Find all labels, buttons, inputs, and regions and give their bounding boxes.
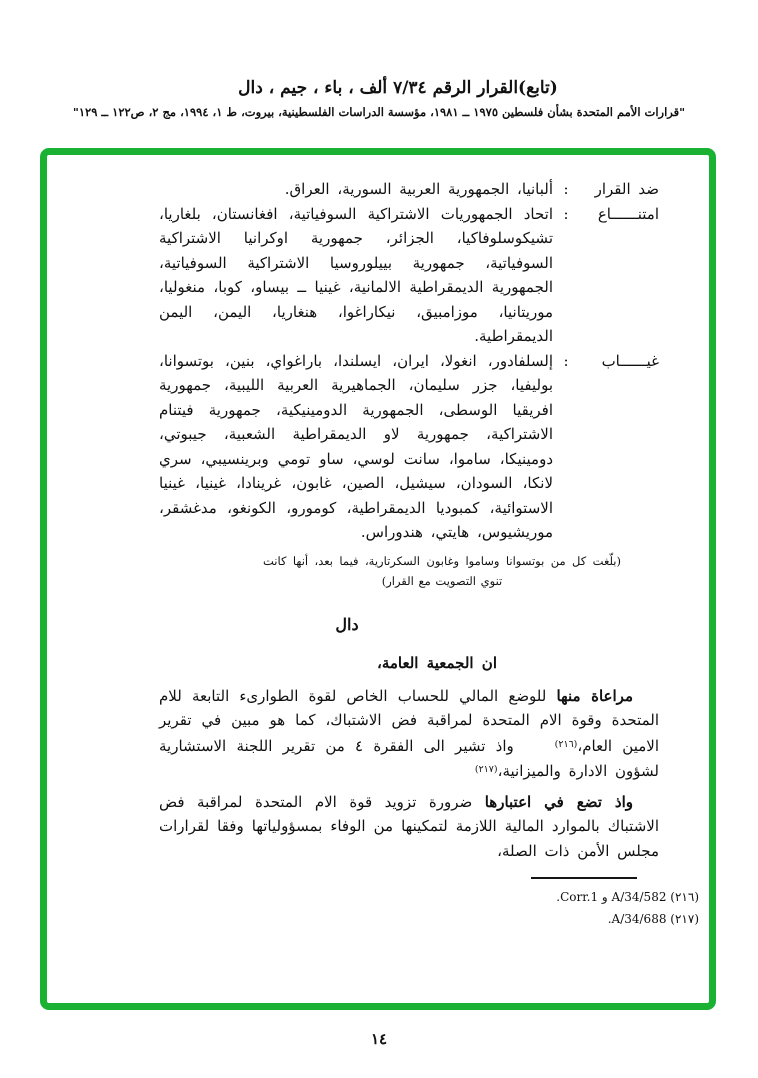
footnote: (٢١٦) A/34/582 و Corr.1. [556, 890, 699, 904]
paragraph-text: واذ تشير الى الفقرة ٤ من تقرير اللجنة الاستشارية لشؤون الادارة والميزانية، [159, 736, 659, 780]
resolution-title: (تابع)القرار الرقم ٧/٣٤ ألف ، باء ، جيم ، دال [238, 78, 558, 98]
vote-countries: إلسلفادور، انغولا، ايران، ايسلندا، باراغواي، بنين، بوتسوانا، بوليفيا، جزر سليمان، الجماهيرية العربية الليبية، جمهورية افريقيا الوسطى، الجمهورية الدومينيكية، جمهورية فيتنام الاشتراكية، جمهورية لاو الديمقراطية الشعبية، جيبوتي، دومينيكا، ساموا، سانت لوسي، ساو تومي وبرينسيبي، سري لانكا، السودان، سيشيل، الصين، غابون، غرينادا، غينيا، غينيا الاستوائية، كمبوديا الديمقراطية، كومورو، الكونغو، مدغشقر، موريشيوس، هايتي، هندوراس. [159, 351, 553, 541]
vote-label: غيــــــاب [601, 351, 659, 370]
vote-row [159, 177, 659, 202]
section-heading: دال [335, 614, 359, 634]
paragraph-text: ضرورة تزويد قوة الام المتحدة لمراقبة فض الاشتباك بالموارد المالية اللازمة لتمكينها من الوفاء بمسؤولياتها وفقا لقرارات مجلس الأمن ذات الصلة، [159, 792, 659, 860]
vote-label: ضد القرار [594, 180, 659, 198]
paragraph-text: للوضع المالي للحساب الخاص لقوة الطوارىء التابعة للام المتحدة وقوة الام المتحدة لمراقبة فض الاشتباك، كما هو مبين في تقرير الامين العام، [159, 686, 659, 755]
vote-row [159, 349, 659, 545]
paragraph-text: مراعاة منها [556, 686, 633, 705]
vote-separator: : [563, 180, 569, 198]
resolution-body [47, 155, 709, 863]
page-number: ١٤ [370, 1030, 388, 1048]
vote-separator: : [563, 204, 569, 223]
paragraph [159, 790, 659, 864]
operative-paragraphs [159, 684, 659, 864]
page-header [0, 78, 758, 119]
footnote-reference: (٢١٧) [474, 764, 498, 775]
footnote-reference: (٢١٦) [554, 738, 578, 750]
vote-row [159, 202, 659, 349]
secretariat-note: (بلّغت كل من بوتسوانا وساموا وغابون السكرتارية، فيما بعد، أنها كانت تنوي التصويت مع القرار) [263, 553, 621, 588]
assembly-preamble: ان الجمعية العامة، [377, 654, 497, 672]
paragraph-text: واذ تضع في اعتبارها [484, 792, 633, 811]
vote-countries: اتحاد الجمهوريات الاشتراكية السوفياتية، افغانستان، بلغاريا، تشيكوسلوفاكيا، الجزائر، جمهورية اوكرانيا الاشتراكية السوفياتية، جمهورية بييلوروسيا الاشتراكية السوفياتية، الجمهورية الديمقراطية الالمانية، غينيا ــ بيساو، كوبا، منغوليا، موريتانيا، موزامبيق، نيكاراغوا، هنغاريا، اليمن، اليمن الديمقراطية. [159, 204, 553, 345]
vote-label: امتنــــــاع [597, 204, 659, 223]
vote-rows [159, 177, 659, 545]
footnotes-block [531, 877, 699, 930]
footnote-lines [531, 886, 699, 930]
vote-separator: : [563, 351, 569, 370]
vote-countries: ألبانيا، الجمهورية العربية السورية، العراق. [284, 180, 553, 198]
footnote-divider [531, 877, 637, 879]
footnote: (٢١٧) A/34/688. [607, 912, 699, 926]
paragraph [159, 684, 659, 784]
resolution-box [40, 148, 716, 1010]
source-citation: "قرارات الأمم المتحدة بشأن فلسطين ١٩٧٥ ــ ١٩٨١، مؤسسة الدراسات الفلسطينية، بيروت، ط ١، ١٩٩٤، مج ٢، ص١٢٢ ــ ١٢٩" [72, 105, 686, 119]
